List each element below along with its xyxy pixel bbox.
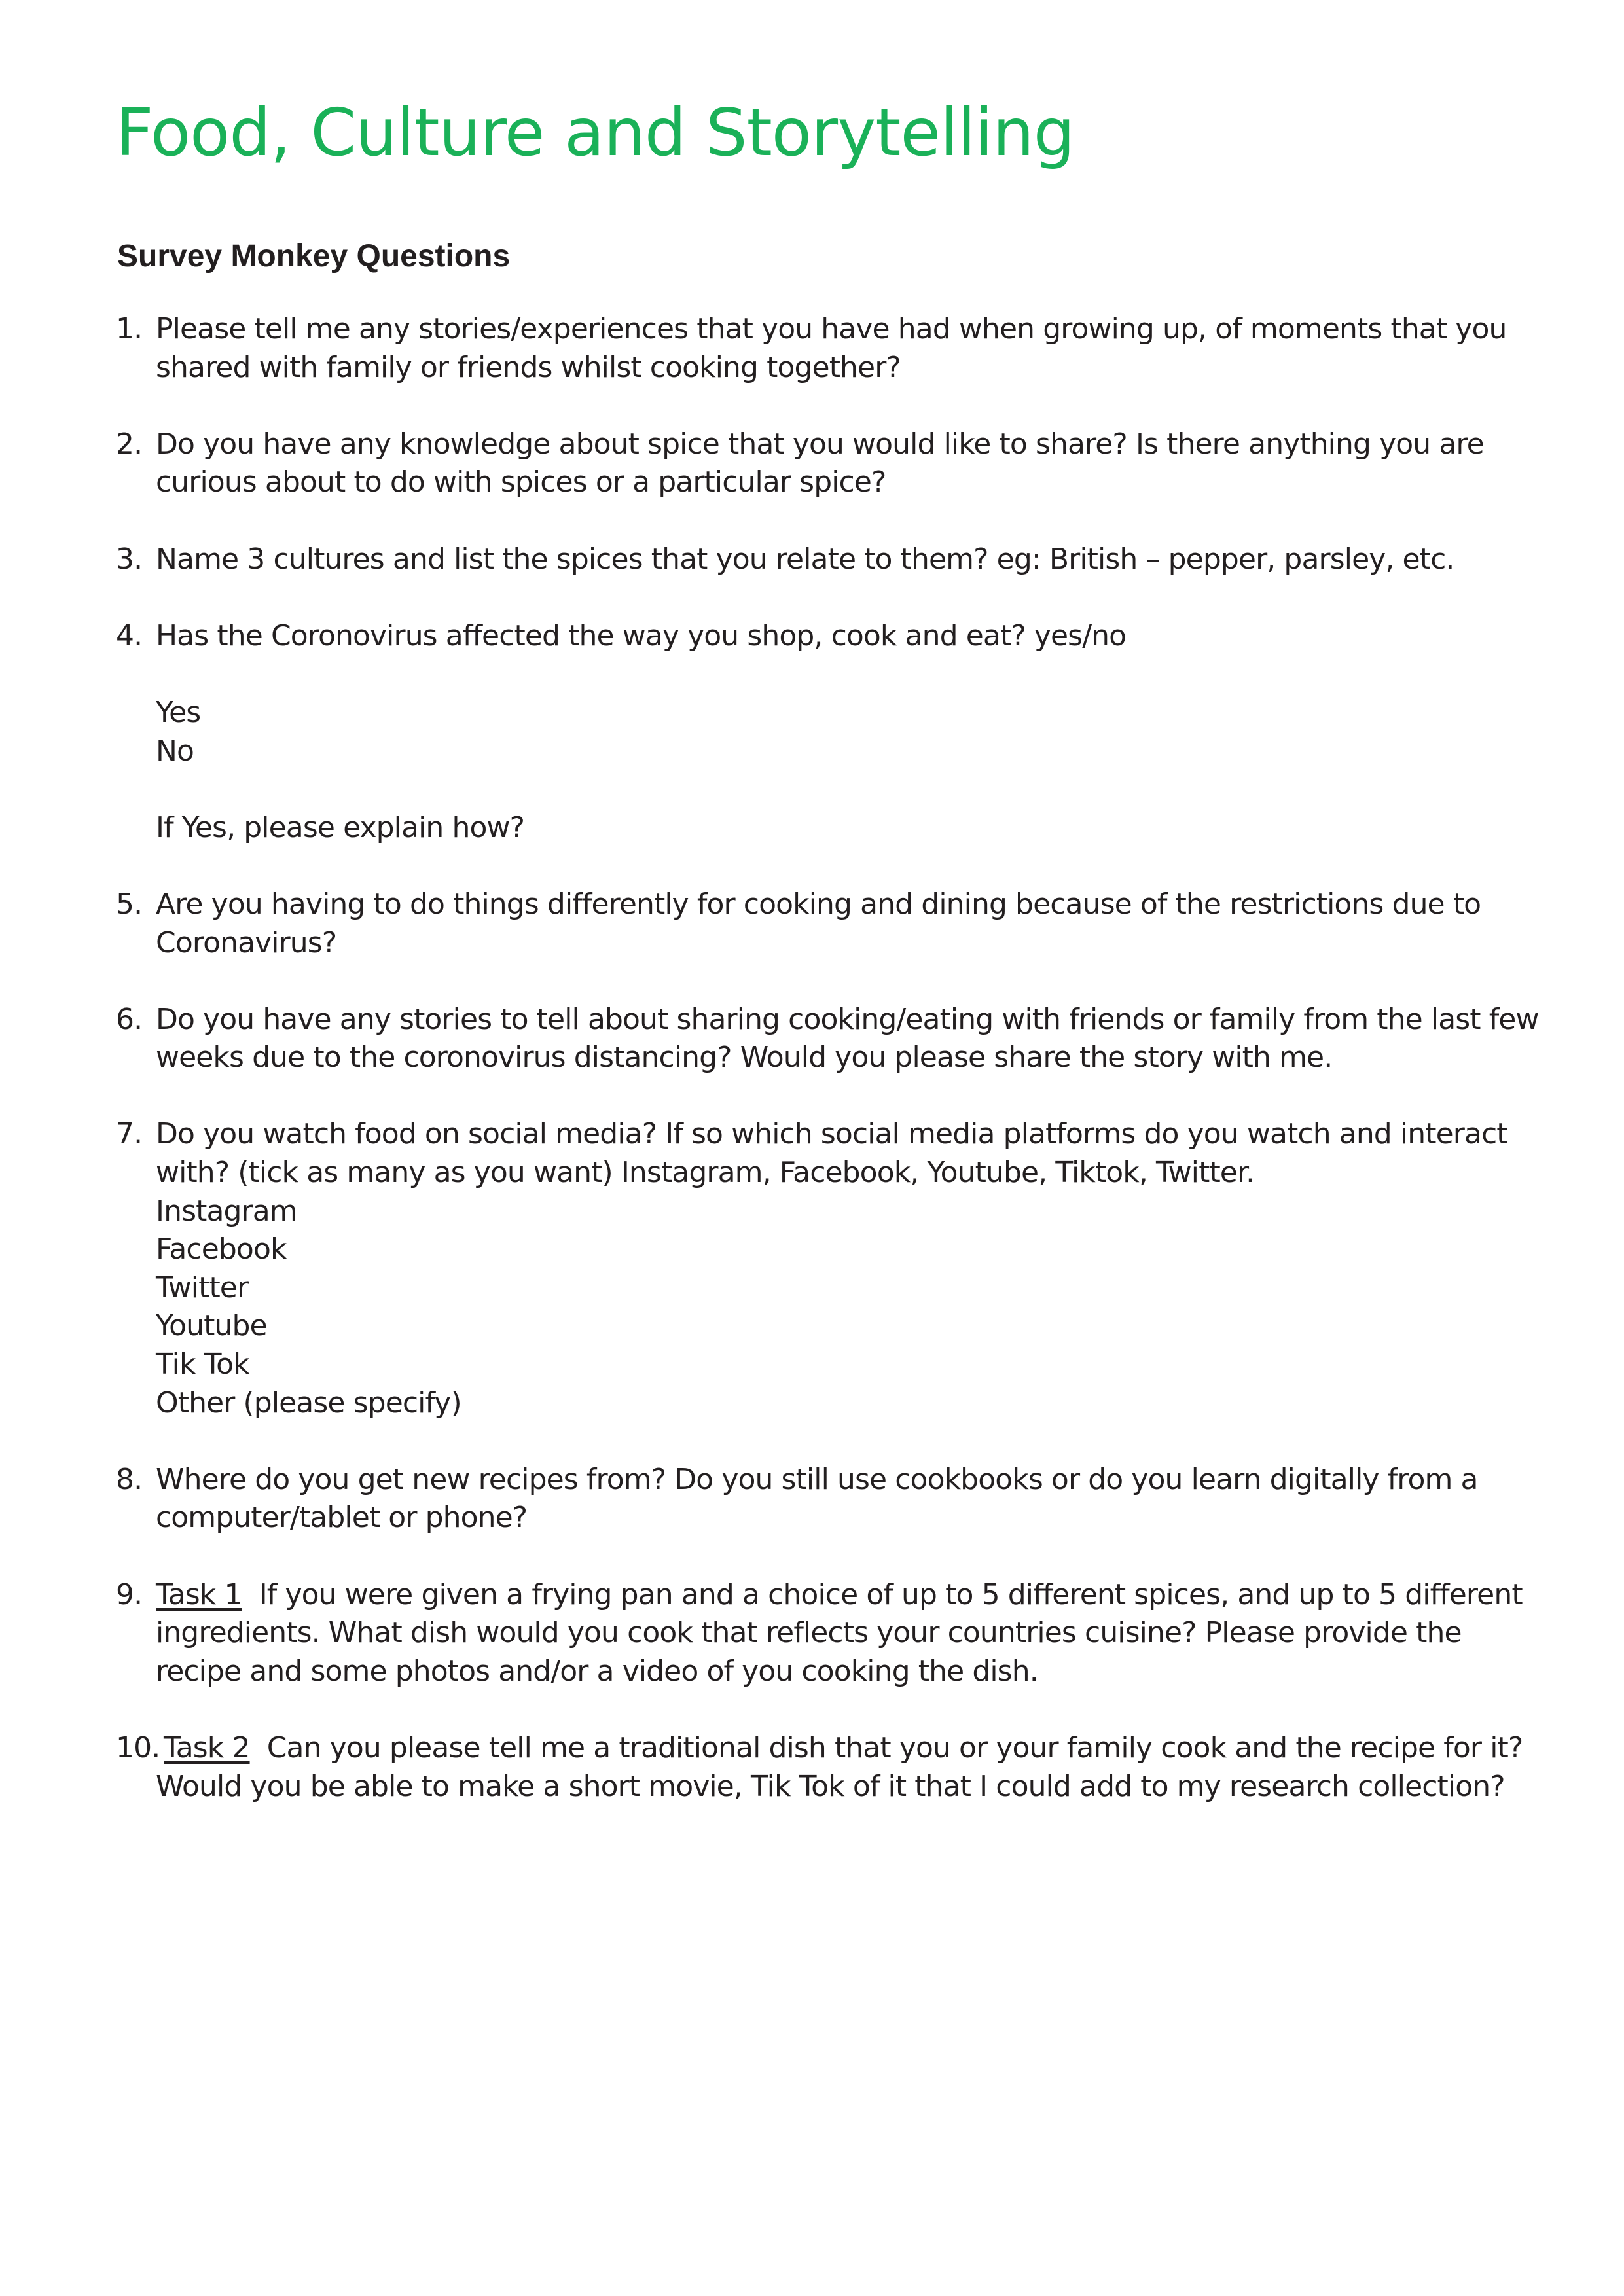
answer-option: Facebook	[156, 1232, 287, 1266]
line-spacer	[156, 770, 1545, 809]
question-number: 2.	[116, 427, 143, 461]
question-text: Where do you get new recipes from? Do you still use cookbooks or do you learn digitally from a	[156, 1462, 1478, 1496]
question-item	[0, 425, 1624, 502]
section-heading: Survey Monkey Questions	[117, 239, 511, 274]
question-text: Do you watch food on social media? If so which social media platforms do you watch and interact	[156, 1117, 1507, 1151]
question-item	[0, 617, 1624, 848]
question-number: 5.	[116, 887, 143, 921]
question-text: recipe and some photos and/or a video of you cooking the dish.	[156, 1654, 1038, 1688]
question-text: curious about to do with spices or a particular spice?	[156, 465, 886, 499]
question-item	[0, 541, 1624, 579]
answer-option: Tik Tok	[156, 1348, 249, 1382]
question-text	[156, 1729, 1545, 1768]
question-text: Do you have any stories to tell about sharing cooking/eating with friends or family from the last few	[156, 1002, 1539, 1036]
question-item	[0, 1001, 1624, 1077]
answer-option: Youtube	[156, 1309, 267, 1343]
question-text: computer/tablet or phone?	[156, 1501, 528, 1535]
question-number: 1.	[116, 312, 143, 346]
question-number: 4.	[116, 619, 143, 653]
question-item	[0, 1576, 1624, 1691]
answer-option: No	[156, 734, 194, 768]
question-text: Are you having to do things differently for cooking and dining because of the restrictions due to	[156, 887, 1481, 921]
answer-option: Twitter	[156, 1270, 249, 1304]
task-label: Task 2	[164, 1731, 250, 1765]
question-text: ingredients. What dish would you cook that reflects your countries cuisine? Please provide the	[156, 1616, 1462, 1650]
question-text: weeks due to the coronovirus distancing? Would you please share the story with me.	[156, 1041, 1333, 1075]
question-text: Do you have any knowledge about spice that you would like to share? Is there anything you are	[156, 427, 1484, 461]
question-number: 10.	[116, 1731, 160, 1765]
question-list	[0, 310, 1624, 1844]
line-spacer	[156, 655, 1545, 694]
question-item	[0, 1115, 1624, 1422]
followup-question: If Yes, please explain how?	[156, 810, 525, 844]
page-title: Food, Culture and Storytelling	[116, 94, 1075, 171]
answer-option: Instagram	[156, 1194, 297, 1228]
question-number: 6.	[116, 1002, 143, 1036]
question-item	[0, 1461, 1624, 1537]
question-text-rest: Can you please tell me a traditional dish that you or your family cook and the recipe for it?	[249, 1731, 1523, 1765]
answer-option: Other (please specify)	[156, 1386, 461, 1420]
question-text: with? (tick as many as you want) Instagram, Facebook, Youtube, Tiktok, Twitter.	[156, 1156, 1255, 1190]
question-text-rest: If you were given a frying pan and a choice of up to 5 different spices, and up to 5 different	[242, 1577, 1523, 1611]
question-item	[0, 1729, 1624, 1806]
question-number: 8.	[116, 1462, 143, 1496]
question-text: Coronavirus?	[156, 925, 337, 960]
question-text: Name 3 cultures and list the spices that you relate to them? eg: British – pepper, parsley, etc.	[156, 542, 1454, 576]
question-number: 7.	[116, 1117, 143, 1151]
question-text	[156, 1576, 1545, 1615]
question-item	[0, 310, 1624, 387]
question-item	[0, 886, 1624, 962]
answer-option: Yes	[156, 695, 201, 729]
question-number: 9.	[116, 1577, 143, 1611]
question-number: 3.	[116, 542, 143, 576]
question-text: Has the Coronovirus affected the way you shop, cook and eat? yes/no	[156, 619, 1127, 653]
task-label: Task 1	[156, 1577, 242, 1611]
question-text: Please tell me any stories/experiences that you have had when growing up, of moments that you	[156, 312, 1507, 346]
question-text: Would you be able to make a short movie, Tik Tok of it that I could add to my research collection?	[156, 1769, 1505, 1803]
question-text: shared with family or friends whilst cooking together?	[156, 350, 901, 384]
